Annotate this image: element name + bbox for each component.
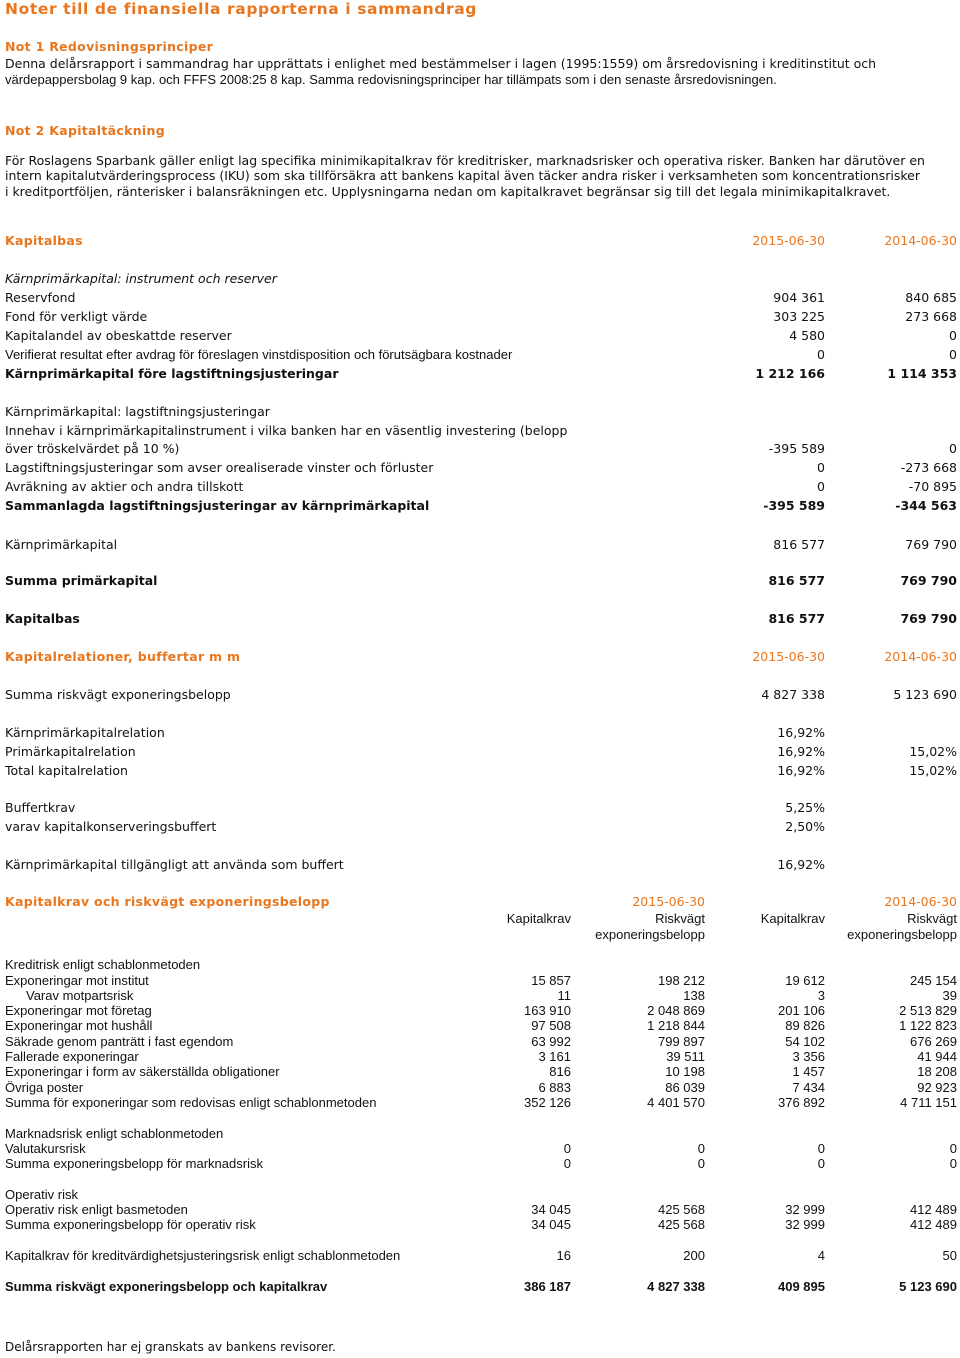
relationer-row-label: Primärkapitalrelation bbox=[5, 744, 136, 759]
kapitalbas-row-label: Kärnprimärkapital: lagstiftningsjusteringar bbox=[5, 404, 270, 419]
kapitalkrav-row-label: Kapitalkrav för kreditvärdighetsjusteringsrisk enligt schablonmetoden bbox=[5, 1248, 401, 1263]
kapitalkrav-row-label: Kreditrisk enligt schablonmetoden bbox=[5, 957, 201, 972]
relationer-row-label: varav kapitalkonserveringsbuffert bbox=[5, 819, 217, 834]
kapitalkrav-row-kk-2015: 816 bbox=[549, 1064, 571, 1079]
relationer-heading: Kapitalrelationer, buffertar m m bbox=[5, 649, 241, 664]
kapitalkrav-row-kk-2015: 34 045 bbox=[531, 1202, 571, 1217]
kapitalkrav-row-rv-2014: 4 711 151 bbox=[900, 1095, 957, 1110]
kapitalkrav-row-rv-2014: 0 bbox=[949, 1141, 957, 1156]
kapitalbas-row-value-2014: -70 895 bbox=[908, 479, 957, 494]
kapitalbas-row-label: Kapitalbas bbox=[5, 611, 80, 626]
kapitalkrav-row-label: Marknadsrisk enligt schablonmetoden bbox=[5, 1126, 224, 1141]
kapitalkrav-row-kk-2014: 32 999 bbox=[785, 1217, 825, 1232]
kapitalkrav-row-rv-2015: 799 897 bbox=[658, 1034, 705, 1049]
kapitalkrav-date-2014: 2014-06-30 bbox=[884, 894, 957, 909]
kapitalkrav-row-rv-2015: 0 bbox=[697, 1141, 705, 1156]
kapitalkrav-row-kk-2014: 0 bbox=[817, 1141, 825, 1156]
kapitalkrav-row-rv-2015: 86 039 bbox=[665, 1080, 705, 1095]
kapitalbas-col-2014: 2014-06-30 bbox=[884, 233, 957, 248]
kapitalkrav-row-kk-2014: 0 bbox=[817, 1156, 825, 1171]
relationer-row-value-2015: 4 827 338 bbox=[761, 687, 825, 702]
sub-riskvagt-2014-line1: Riskvägt bbox=[907, 911, 957, 926]
kapitalbas-row-label: Reservfond bbox=[5, 290, 76, 305]
kapitalbas-row-value-2014: 769 790 bbox=[900, 573, 957, 588]
kapitalbas-row-label: Verifierat resultat efter avdrag för föreslagen vinstdisposition och förutsägbara kostnader bbox=[5, 347, 513, 362]
kapitalbas-heading: Kapitalbas bbox=[5, 233, 83, 248]
kapitalkrav-row-kk-2015: 3 161 bbox=[538, 1049, 571, 1064]
note1-line-1: Denna delårsrapport i sammandrag har upprättats i enlighet med bestämmelser i lagen (1995:1559) om årsredovisning i kreditinstitut och bbox=[5, 56, 877, 71]
relationer-row-value-2015: 16,92% bbox=[777, 725, 825, 740]
note2-line-2: intern kapitalutvärderingsprocess (IKU) som ska tillförsäkra att bankens kapital även täcker andra risker i verksamheten som koncentrationsrisker bbox=[5, 168, 920, 183]
kapitalkrav-row-kk-2015: 11 bbox=[557, 988, 571, 1003]
kapitalbas-row-label: Fond för verkligt värde bbox=[5, 309, 148, 324]
kapitalkrav-row-rv-2015: 1 218 844 bbox=[647, 1018, 705, 1033]
page-title: Noter till de finansiella rapporterna i sammandrag bbox=[5, 0, 477, 18]
kapitalkrav-row-kk-2014: 3 bbox=[817, 988, 825, 1003]
kapitalkrav-row-kk-2015: 0 bbox=[563, 1141, 571, 1156]
kapitalkrav-row-kk-2014: 201 106 bbox=[778, 1003, 825, 1018]
relationer-col-2015: 2015-06-30 bbox=[752, 649, 825, 664]
kapitalkrav-row-kk-2014: 3 356 bbox=[792, 1049, 825, 1064]
relationer-row-value-2015: 5,25% bbox=[785, 800, 825, 815]
kapitalkrav-row-rv-2014: 676 269 bbox=[910, 1034, 957, 1049]
kapitalkrav-row-rv-2014: 18 208 bbox=[917, 1064, 957, 1079]
kapitalbas-col-2015: 2015-06-30 bbox=[752, 233, 825, 248]
kapitalkrav-row-kk-2015: 34 045 bbox=[531, 1217, 571, 1232]
kapitalkrav-row-kk-2015: 16 bbox=[556, 1248, 571, 1263]
kapitalkrav-row-kk-2014: 1 457 bbox=[792, 1064, 825, 1079]
kapitalkrav-row-label: Exponeringar i form av säkerställda obligationer bbox=[5, 1064, 280, 1079]
kapitalkrav-row-kk-2014: 89 826 bbox=[785, 1018, 825, 1033]
kapitalkrav-row-rv-2015: 4 401 570 bbox=[647, 1095, 705, 1110]
relationer-row-label: Summa riskvägt exponeringsbelopp bbox=[5, 687, 231, 702]
kapitalkrav-row-kk-2015: 352 126 bbox=[524, 1095, 571, 1110]
kapitalkrav-row-kk-2014: 54 102 bbox=[785, 1034, 825, 1049]
kapitalbas-row-value-2015: -395 589 bbox=[768, 441, 825, 456]
kapitalkrav-row-label: Summa exponeringsbelopp för marknadsrisk bbox=[5, 1156, 263, 1171]
kapitalbas-row-value-2014: 0 bbox=[949, 441, 957, 456]
note1-line-2: värdepappersbolag 9 kap. och FFFS 2008:25 8 kap. Samma redovisningsprinciper har tillämpats som i den senaste årsredovisningen. bbox=[5, 72, 777, 87]
kapitalkrav-row-label: Operativ risk bbox=[5, 1187, 78, 1202]
kapitalkrav-row-rv-2015: 2 048 869 bbox=[647, 1003, 705, 1018]
kapitalbas-row-label: Kapitalandel av obeskattde reserver bbox=[5, 328, 232, 343]
kapitalkrav-row-kk-2015: 97 508 bbox=[531, 1018, 571, 1033]
kapitalbas-row-label: över tröskelvärdet på 10 %) bbox=[5, 441, 180, 456]
kapitalkrav-row-kk-2014: 409 895 bbox=[778, 1279, 825, 1294]
kapitalbas-row-value-2015: 1 212 166 bbox=[755, 366, 825, 381]
kapitalkrav-row-rv-2014: 92 923 bbox=[917, 1080, 957, 1095]
note1-heading: Not 1 Redovisningsprinciper bbox=[5, 39, 214, 54]
kapitalkrav-row-kk-2015: 63 992 bbox=[531, 1034, 571, 1049]
sub-kapitalkrav-2015: Kapitalkrav bbox=[506, 911, 571, 926]
relationer-row-value-2015: 16,92% bbox=[777, 744, 825, 759]
sub-riskvagt-2015-line2: exponeringsbelopp bbox=[595, 927, 705, 942]
kapitalbas-row-value-2014: 1 114 353 bbox=[887, 366, 957, 381]
kapitalkrav-row-rv-2015: 200 bbox=[683, 1248, 705, 1263]
kapitalbas-row-value-2015: 816 577 bbox=[773, 537, 825, 552]
kapitalkrav-row-rv-2014: 1 122 823 bbox=[899, 1018, 957, 1033]
relationer-row-value-2014: 5 123 690 bbox=[893, 687, 957, 702]
kapitalbas-row-value-2015: 816 577 bbox=[768, 573, 825, 588]
kapitalbas-row-value-2015: 816 577 bbox=[768, 611, 825, 626]
kapitalbas-row-label: Sammanlagda lagstiftningsjusteringar av kärnprimärkapital bbox=[5, 498, 430, 513]
kapitalkrav-row-label: Varav motpartsrisk bbox=[26, 988, 134, 1003]
relationer-row-label: Total kapitalrelation bbox=[5, 763, 128, 778]
sub-riskvagt-2014-line2: exponeringsbelopp bbox=[847, 927, 957, 942]
kapitalbas-row-label: Kärnprimärkapital: instrument och reserver bbox=[5, 271, 277, 286]
relationer-row-value-2015: 2,50% bbox=[785, 819, 825, 834]
note2-heading: Not 2 Kapitaltäckning bbox=[5, 123, 165, 138]
kapitalbas-row-value-2014: -344 563 bbox=[895, 498, 957, 513]
kapitalkrav-row-rv-2015: 10 198 bbox=[665, 1064, 705, 1079]
kapitalbas-row-value-2015: 303 225 bbox=[773, 309, 825, 324]
kapitalkrav-row-label: Summa för exponeringar som redovisas enligt schablonmetoden bbox=[5, 1095, 377, 1110]
kapitalkrav-row-kk-2014: 19 612 bbox=[785, 973, 825, 988]
kapitalbas-row-value-2015: 0 bbox=[817, 460, 825, 475]
kapitalkrav-row-rv-2015: 198 212 bbox=[658, 973, 705, 988]
relationer-col-2014: 2014-06-30 bbox=[884, 649, 957, 664]
kapitalkrav-row-rv-2014: 5 123 690 bbox=[899, 1279, 957, 1294]
kapitalkrav-row-kk-2015: 386 187 bbox=[524, 1279, 571, 1294]
kapitalbas-row-label: Innehav i kärnprimärkapitalinstrument i vilka banken har en väsentlig investering (belopp bbox=[5, 423, 568, 438]
kapitalbas-row-value-2015: 4 580 bbox=[789, 328, 825, 343]
kapitalbas-row-label: Kärnprimärkapital före lagstiftningsjusteringar bbox=[5, 366, 339, 381]
kapitalkrav-row-label: Summa exponeringsbelopp för operativ risk bbox=[5, 1217, 256, 1232]
sub-riskvagt-2015-line1: Riskvägt bbox=[655, 911, 705, 926]
kapitalkrav-row-label: Operativ risk enligt basmetoden bbox=[5, 1202, 188, 1217]
kapitalkrav-row-kk-2015: 15 857 bbox=[531, 973, 571, 988]
kapitalbas-row-value-2014: 273 668 bbox=[905, 309, 957, 324]
kapitalkrav-row-label: Exponeringar mot företag bbox=[5, 1003, 152, 1018]
kapitalkrav-row-rv-2015: 425 568 bbox=[658, 1202, 705, 1217]
kapitalkrav-row-kk-2014: 32 999 bbox=[785, 1202, 825, 1217]
relationer-row-label: Buffertkrav bbox=[5, 800, 76, 815]
kapitalkrav-row-label: Fallerade exponeringar bbox=[5, 1049, 139, 1064]
relationer-row-value-2014: 15,02% bbox=[909, 763, 957, 778]
kapitalbas-row-label: Avräkning av aktier och andra tillskott bbox=[5, 479, 244, 494]
kapitalkrav-row-rv-2014: 39 bbox=[942, 988, 957, 1003]
kapitalkrav-row-rv-2015: 4 827 338 bbox=[647, 1279, 705, 1294]
kapitalkrav-row-rv-2015: 138 bbox=[683, 988, 705, 1003]
kapitalbas-row-value-2015: -395 589 bbox=[763, 498, 825, 513]
kapitalkrav-row-kk-2015: 6 883 bbox=[538, 1080, 571, 1095]
relationer-row-label: Kärnprimärkapitalrelation bbox=[5, 725, 165, 740]
kapitalbas-row-value-2014: 0 bbox=[949, 347, 957, 362]
kapitalkrav-row-label: Summa riskvägt exponeringsbelopp och kapitalkrav bbox=[5, 1279, 328, 1294]
kapitalkrav-row-rv-2014: 2 513 829 bbox=[899, 1003, 957, 1018]
kapitalkrav-row-rv-2014: 41 944 bbox=[917, 1049, 957, 1064]
relationer-row-value-2015: 16,92% bbox=[777, 857, 825, 872]
kapitalbas-row-label: Lagstiftningsjusteringar som avser orealiserade vinster och förluster bbox=[5, 460, 434, 475]
kapitalkrav-row-rv-2014: 0 bbox=[949, 1156, 957, 1171]
kapitalbas-row-label: Summa primärkapital bbox=[5, 573, 158, 588]
sub-kapitalkrav-2014: Kapitalkrav bbox=[760, 911, 825, 926]
kapitalbas-row-value-2014: 769 790 bbox=[905, 537, 957, 552]
relationer-row-value-2015: 16,92% bbox=[777, 763, 825, 778]
kapitalkrav-row-label: Valutakursrisk bbox=[5, 1141, 86, 1156]
kapitalkrav-row-kk-2014: 4 bbox=[817, 1248, 825, 1263]
kapitalkrav-date-2015: 2015-06-30 bbox=[632, 894, 705, 909]
kapitalbas-row-value-2015: 0 bbox=[817, 479, 825, 494]
kapitalbas-row-value-2015: 904 361 bbox=[773, 290, 825, 305]
kapitalkrav-row-rv-2014: 245 154 bbox=[910, 973, 957, 988]
kapitalkrav-row-kk-2014: 7 434 bbox=[792, 1080, 825, 1095]
kapitalbas-row-value-2014: -273 668 bbox=[900, 460, 957, 475]
kapitalkrav-row-label: Exponeringar mot hushåll bbox=[5, 1018, 153, 1033]
kapitalbas-row-label: Kärnprimärkapital bbox=[5, 537, 118, 552]
kapitalkrav-row-rv-2015: 0 bbox=[697, 1156, 705, 1171]
kapitalkrav-heading: Kapitalkrav och riskvägt exponeringsbelopp bbox=[5, 894, 330, 909]
kapitalkrav-row-kk-2014: 376 892 bbox=[778, 1095, 825, 1110]
kapitalbas-row-value-2014: 840 685 bbox=[905, 290, 957, 305]
kapitalkrav-row-rv-2015: 425 568 bbox=[658, 1217, 705, 1232]
kapitalbas-row-value-2014: 769 790 bbox=[900, 611, 957, 626]
kapitalkrav-row-rv-2014: 412 489 bbox=[910, 1217, 957, 1232]
kapitalkrav-row-rv-2014: 412 489 bbox=[910, 1202, 957, 1217]
kapitalkrav-row-kk-2015: 0 bbox=[563, 1156, 571, 1171]
footer-note: Delårsrapporten har ej granskats av bankens revisorer. bbox=[5, 1340, 336, 1354]
kapitalkrav-row-label: Säkrade genom panträtt i fast egendom bbox=[5, 1034, 234, 1049]
kapitalkrav-row-rv-2014: 50 bbox=[942, 1248, 957, 1263]
note2-line-1: För Roslagens Sparbank gäller enligt lag specifika minimikapitalkrav för kreditrisker, marknadsrisker och operativa risker. Banken har därutöver en bbox=[5, 153, 925, 168]
kapitalkrav-row-label: Exponeringar mot institut bbox=[5, 973, 149, 988]
kapitalkrav-row-rv-2015: 39 511 bbox=[666, 1049, 705, 1064]
kapitalbas-row-value-2014: 0 bbox=[949, 328, 957, 343]
relationer-row-value-2014: 15,02% bbox=[909, 744, 957, 759]
note2-line-3: i kreditportföljen, ränterisker i balansräkningen etc. Upplysningarna nedan om kapitalkravet begränsar sig till det legala minimikapitalkravet. bbox=[5, 184, 891, 199]
kapitalkrav-row-label: Övriga poster bbox=[5, 1080, 84, 1095]
kapitalbas-row-value-2015: 0 bbox=[817, 347, 825, 362]
relationer-row-label: Kärnprimärkapital tillgängligt att använda som buffert bbox=[5, 857, 344, 872]
kapitalkrav-row-kk-2015: 163 910 bbox=[524, 1003, 571, 1018]
